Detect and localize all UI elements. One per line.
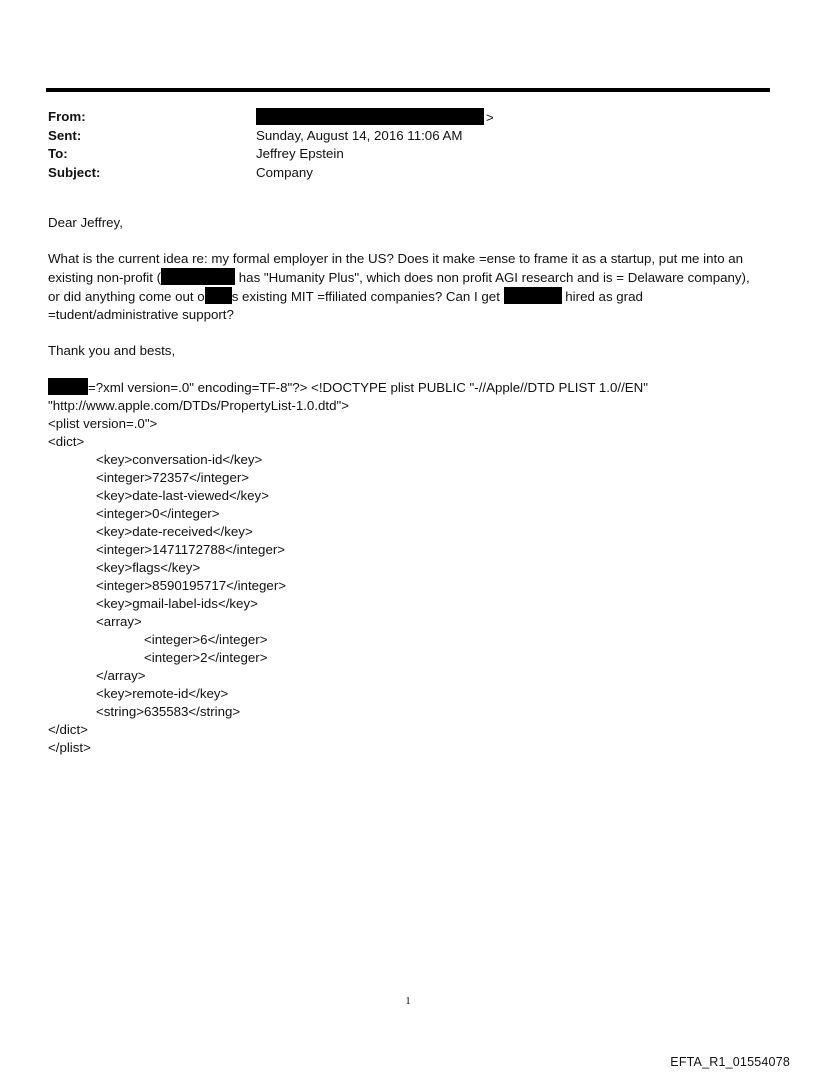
body-line: =tudent/administrative support? [48,307,234,322]
plist-line: <key>date-received</key> [96,524,253,539]
sent-value: Sunday, August 14, 2016 11:06 AM [256,127,463,143]
closing: Thank you and bests, [48,343,176,358]
plist-line: <string>635583</string> [96,704,241,719]
to-label: To: [48,146,68,161]
subject-row [48,164,768,183]
from-value [256,108,494,128]
plist-line: <integer>2</integer> [144,650,268,665]
redaction-box [504,287,562,304]
document-id: EFTA_R1_01554078 [670,1055,790,1069]
plist-line: <key>flags</key> [96,560,201,575]
redaction-box [161,268,235,285]
subject-label: Subject: [48,164,101,180]
plist-line: <integer>1471172788</integer> [96,542,286,557]
redaction-box [205,287,232,304]
sent-label: Sent: [48,127,82,143]
plist-line: <integer>72357</integer> [96,470,250,485]
plist-line: </array> [96,668,146,683]
to-row [48,145,768,164]
plist-line: <integer>6</integer> [144,632,268,647]
plist-line: <integer>0</integer> [96,506,220,521]
body-text: has "Humanity Plus", which does non profit AGI research and is = Delaware company), [235,270,750,285]
plist-line: </plist> [48,740,91,755]
plist-line: <key>date-last-viewed</key> [96,488,269,503]
plist-line: <key>conversation-id</key> [96,452,263,467]
plist-line: </dict> [48,722,88,737]
header-rule [46,88,770,92]
from-label: From: [48,109,86,124]
email-header [48,108,768,182]
sent-row [48,127,768,146]
body-line [48,268,768,287]
from-suffix: > [486,110,494,125]
plist-text: =?xml version=.0" encoding=TF-8"?> <!DOCTYPE plist PUBLIC "-//Apple//DTD PLIST 1.0//EN" [88,380,648,395]
body-text: existing non-profit ( [48,270,162,285]
to-value: Jeffrey Epstein [256,146,344,161]
plist-line: <plist version=.0"> [48,416,158,431]
from-row [48,108,768,127]
plist-line: <dict> [48,434,85,449]
plist-line: <integer>8590195717</integer> [96,578,287,593]
redaction-box [256,108,484,125]
page-number: 1 [405,995,411,1007]
plist-line: <array> [96,614,142,629]
plist-line: <key>gmail-label-ids</key> [96,596,258,611]
body-line [48,287,768,306]
body-line: What is the current idea re: my formal employer in the US? Does it make =ense to frame it as a startup, put me into an [48,251,744,266]
email-body [48,214,768,757]
body-text: hired as grad [561,289,643,304]
plist-line [48,378,768,397]
body-text: s existing MIT =ffiliated companies? Can I get [231,289,504,304]
subject-value: Company [256,164,313,180]
plist-line: <key>remote-id</key> [96,686,229,701]
plist-line: "http://www.apple.com/DTDs/PropertyList-1.0.dtd"> [48,398,349,413]
greeting: Dear Jeffrey, [48,215,123,230]
redaction-box [48,378,88,395]
body-text: or did anything come out o [48,289,205,304]
